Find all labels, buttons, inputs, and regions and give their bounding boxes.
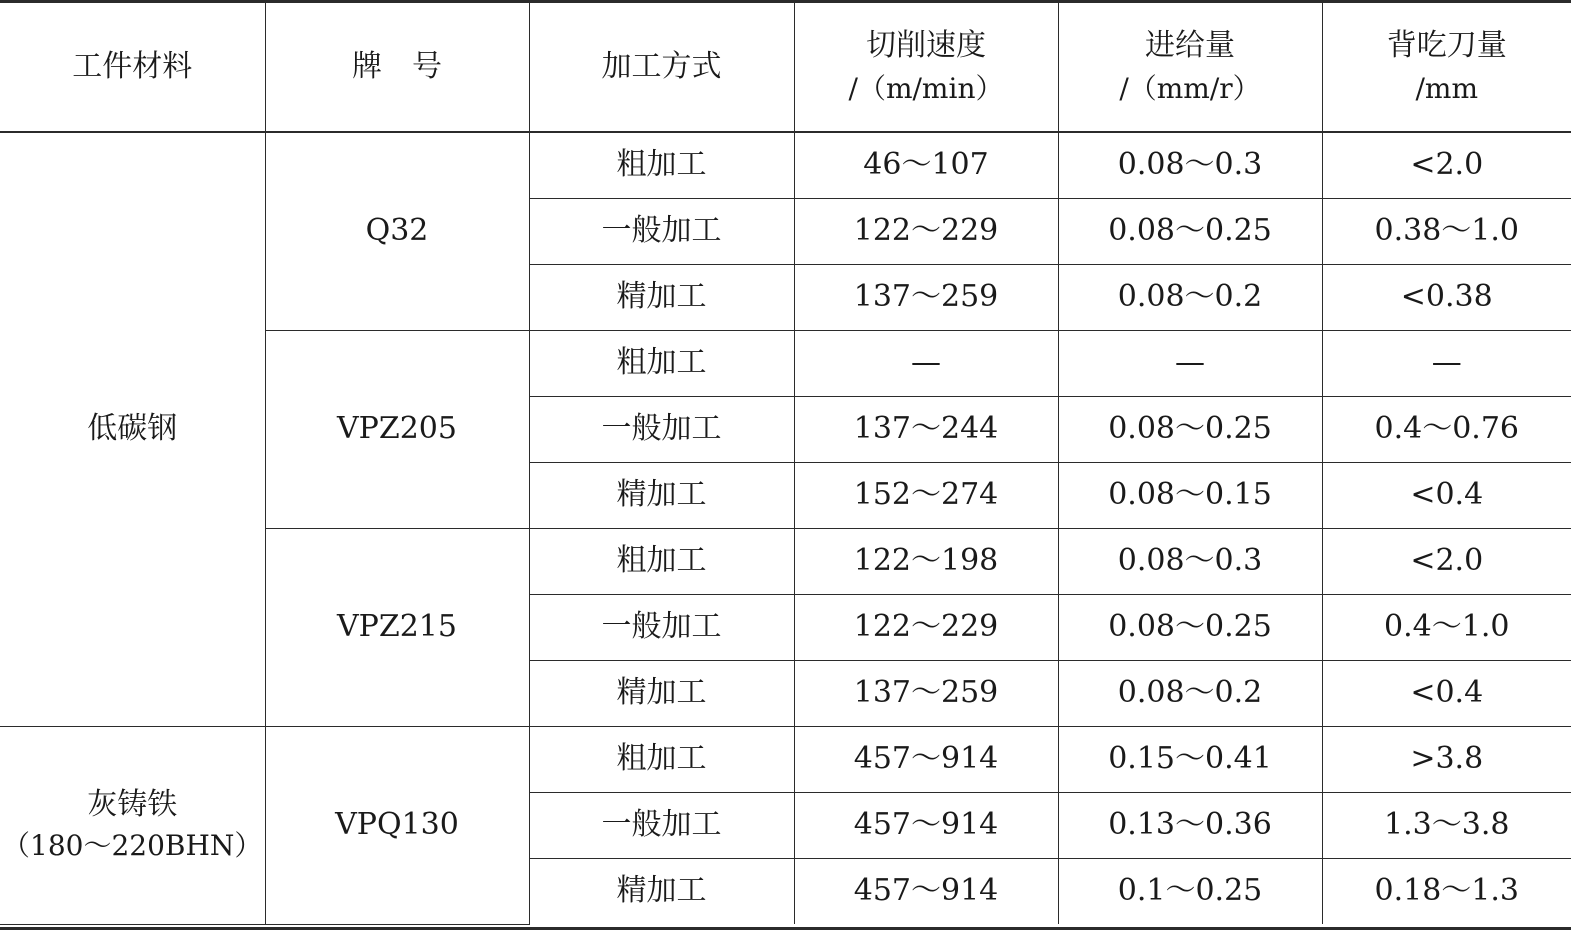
header-label: 进给量 [1145,28,1235,64]
feed-cell: — [1058,330,1322,396]
header-label: 加工方式 [601,49,722,84]
depth-cell: 0.38～1.0 [1322,198,1571,264]
method-cell: 一般加工 [529,396,794,462]
feed-cell: 0.08～0.3 [1058,528,1322,594]
speed-cell: 457～914 [794,726,1058,792]
speed-cell: 46～107 [794,132,1058,198]
depth-cell: <2.0 [1322,132,1571,198]
header-material [0,3,265,132]
table-row [0,132,1571,198]
header-unit: /（mm/r） [1119,72,1261,106]
header-unit: /（m/min） [848,72,1004,106]
depth-cell: <2.0 [1322,528,1571,594]
grade-cell: VPZ205 [265,330,529,528]
method-cell: 一般加工 [529,792,794,858]
header-label: 背吃刀量 [1386,28,1507,64]
feed-cell: 0.13～0.36 [1058,792,1322,858]
feed-cell: 0.08～0.25 [1058,594,1322,660]
header-method [529,3,794,132]
header-unit: /mm [1415,72,1479,106]
depth-cell: — [1322,330,1571,396]
table-header [0,3,1571,132]
material-cell [0,132,265,726]
header-feed [1058,3,1322,132]
feed-cell: 0.1～0.25 [1058,858,1322,924]
depth-cell: 0.18～1.3 [1322,858,1571,924]
method-cell: 粗加工 [529,528,794,594]
speed-cell: 122～229 [794,198,1058,264]
grade-cell: Q32 [265,132,529,330]
speed-cell: 457～914 [794,858,1058,924]
feed-cell: 0.08～0.3 [1058,132,1322,198]
feed-cell: 0.08～0.2 [1058,660,1322,726]
header-label: 工件材料 [72,49,193,84]
feed-cell: 0.15～0.41 [1058,726,1322,792]
feed-cell: 0.08～0.25 [1058,198,1322,264]
table-body [0,132,1571,924]
method-cell: 粗加工 [529,132,794,198]
method-cell: 一般加工 [529,198,794,264]
feed-cell: 0.08～0.15 [1058,462,1322,528]
speed-cell: — [794,330,1058,396]
depth-cell: <0.38 [1322,264,1571,330]
method-cell: 精加工 [529,858,794,924]
speed-cell: 137～259 [794,660,1058,726]
depth-cell: <0.4 [1322,660,1571,726]
feed-cell: 0.08～0.25 [1058,396,1322,462]
depth-cell: >3.8 [1322,726,1571,792]
speed-cell: 457～914 [794,792,1058,858]
method-cell: 一般加工 [529,594,794,660]
speed-cell: 122～229 [794,594,1058,660]
header-depth [1322,3,1571,132]
header-label: 切削速度 [866,28,986,64]
feed-cell: 0.08～0.2 [1058,264,1322,330]
material-hardness: （180～220BHN） [2,829,263,863]
speed-cell: 137～244 [794,396,1058,462]
header-label: 牌 号 [352,49,442,84]
speed-cell: 152～274 [794,462,1058,528]
method-cell: 精加工 [529,462,794,528]
method-cell: 粗加工 [529,330,794,396]
material-cell [0,726,265,924]
method-cell: 精加工 [529,264,794,330]
depth-cell: <0.4 [1322,462,1571,528]
grade-cell: VPQ130 [265,726,529,924]
cutting-parameters-table [0,3,1571,925]
method-cell: 精加工 [529,660,794,726]
header-speed [794,3,1058,132]
header-grade [265,3,529,132]
depth-cell: 1.3～3.8 [1322,792,1571,858]
header-row [0,3,1571,132]
depth-cell: 0.4～1.0 [1322,594,1571,660]
depth-cell: 0.4～0.76 [1322,396,1571,462]
speed-cell: 122～198 [794,528,1058,594]
material-name: 灰铸铁 [87,787,178,823]
method-cell: 粗加工 [529,726,794,792]
table-row [0,726,1571,792]
material-name: 低碳钢 [87,411,178,447]
grade-cell: VPZ215 [265,528,529,726]
speed-cell: 137～259 [794,264,1058,330]
